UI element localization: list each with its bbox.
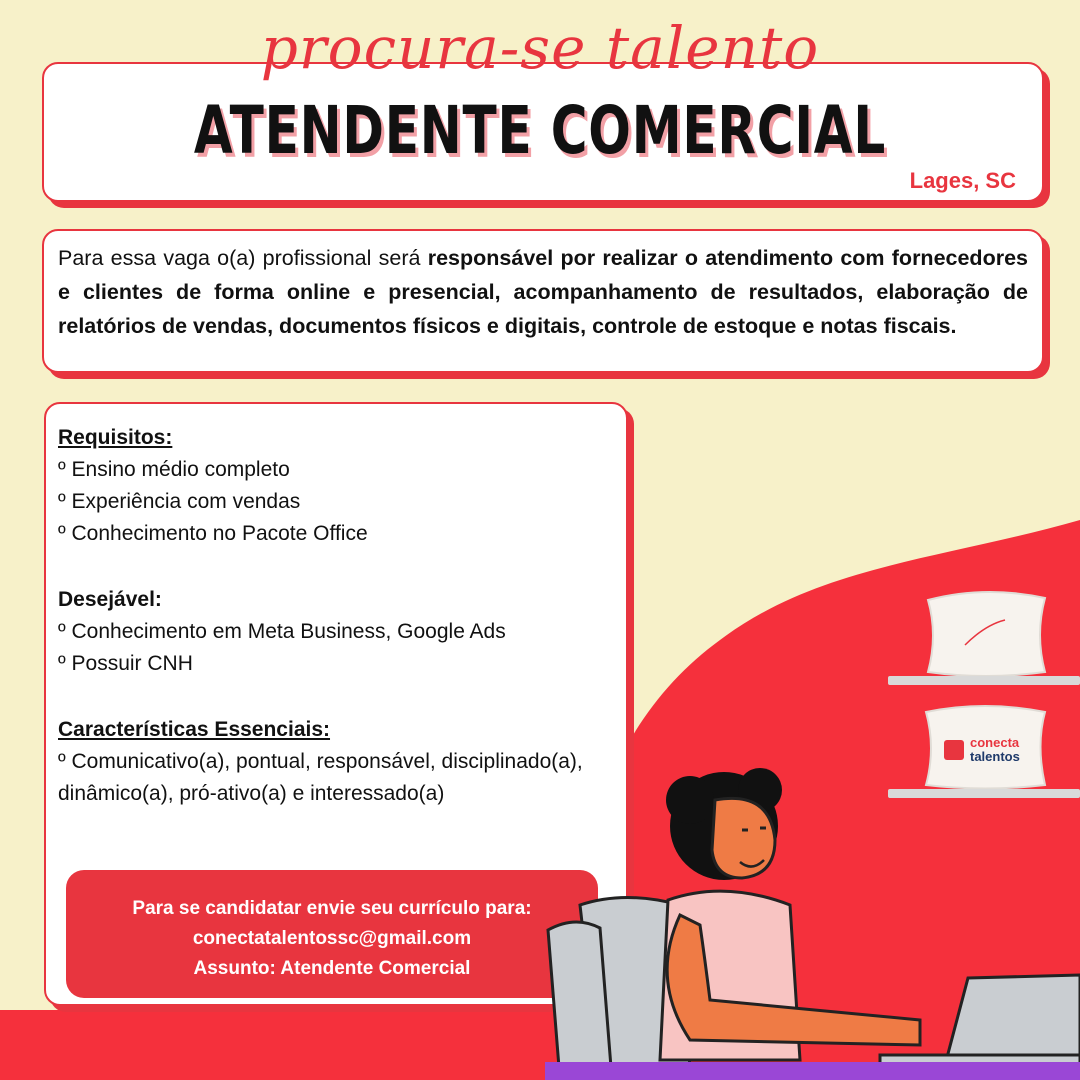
description-bold: responsável por realizar o atendimento com fornecedores e clientes de forma online e presencial, acompanhamento de resultados, elaboração de relatórios de vendas, documentos físicos e digitais, controle de estoque e notas fiscais. (58, 246, 1028, 338)
logo-line1: conecta (970, 735, 1020, 750)
desirable-heading: Desejável: (58, 588, 162, 611)
job-title: ATENDENTE COMERCIAL (193, 92, 887, 169)
requirements-heading: Requisitos: (58, 426, 173, 449)
requirement-item: º Conhecimento no Pacote Office (58, 522, 368, 545)
requirement-item: º Ensino médio completo (58, 458, 290, 481)
requirement-item: º Experiência com vendas (58, 490, 301, 513)
essentials-heading: Características Essenciais: (58, 718, 331, 741)
desirable-item: º Conhecimento em Meta Business, Google Ads (58, 620, 506, 643)
apply-subject: Assunto: Atendente Comercial (193, 958, 471, 979)
logo-line2: talentos (970, 749, 1020, 764)
apply-email[interactable]: conectatalentossc@gmail.com (192, 928, 472, 949)
desirable-item: º Possuir CNH (58, 652, 193, 675)
essentials-text: º Comunicativo(a), pontual, responsável, disciplinado(a), dinâmico(a), pró-ativo(a) e interessado(a) (58, 750, 583, 805)
description-intro: Para essa vaga o(a) profissional será (58, 246, 428, 270)
location-label: Lages, SC (909, 168, 1016, 193)
script-title: procura-se talento (260, 14, 820, 82)
desk (545, 1062, 1080, 1080)
apply-instruction: Para se candidatar envie seu currículo para: (132, 898, 532, 919)
